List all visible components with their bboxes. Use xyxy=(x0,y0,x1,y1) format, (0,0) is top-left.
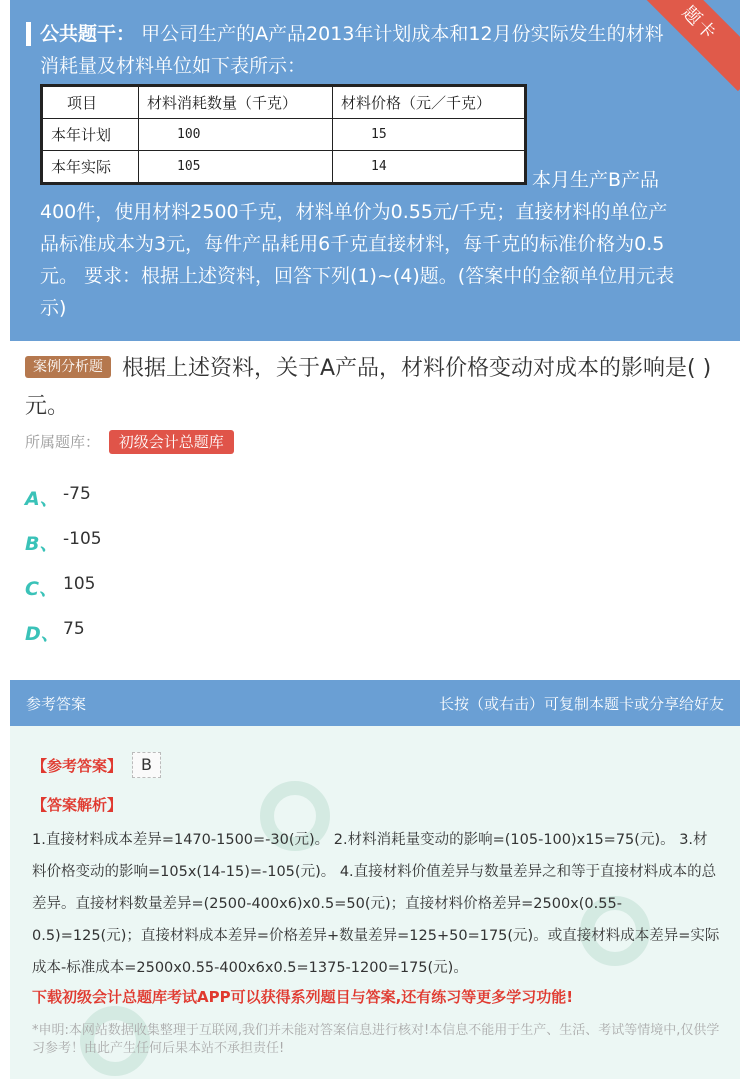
question-bank-row xyxy=(25,430,234,454)
question-block xyxy=(25,350,730,426)
table-header-cell: 材料价格（元／千克） xyxy=(333,87,525,119)
option-text: -105 xyxy=(63,529,102,549)
analysis-text: 1.直接材料成本差异=1470-1500=-30(元)。 2.材料消耗量变动的影响=(105-100)x15=75(元)。 3.材料价格变动的影响=105x(14-15)=-105(元)。 4.直接材料价值差异与数量差异之和等于直接材料成本的总差异。直接材料数量差异=(2500-400x6)x0.5=50(元)；直接材料价格差异=2500x(0.55-0.5)=125(元)；直接材料成本差异=价格差异+数量差异=125+50=175(元)。或直接材料成本差异=实际成本-标准成本=2500x0.55-400x6x0.5=1375-1200=175(元)。 xyxy=(32,832,720,976)
reference-answer-label: 【参考答案】 xyxy=(32,756,123,775)
table-cell: 15 xyxy=(333,119,525,151)
disclaimer-text: *申明:本网站数据收集整理于互联网,我们并未能对答案信息进行核对!本信息不能用于生产、生活、考试等情境中,仅供学习参考！由此产生任何后果本站不承担责任! xyxy=(32,1023,720,1056)
app-download-promo[interactable]: 下载初级会计总题库考试APP可以获得系列题目与答案,还有练习等更多学习功能! xyxy=(32,988,574,1006)
table-row xyxy=(43,119,525,151)
bank-label: 所属题库： xyxy=(25,433,101,451)
share-hint: 长按（或右击）可复制本题卡或分享给好友 xyxy=(438,694,724,713)
table-cell: 14 xyxy=(333,151,525,183)
table-header-cell: 项目 xyxy=(43,87,139,119)
question-card-ribbon: 题卡 xyxy=(632,0,740,91)
option-text: 105 xyxy=(63,574,96,594)
table-header-row xyxy=(43,87,525,119)
analysis-label: 【答案解析】 xyxy=(32,796,123,814)
option-letter: D、 xyxy=(25,623,60,645)
table-cell: 100 xyxy=(139,119,333,151)
option-d[interactable] xyxy=(25,619,102,664)
bank-link[interactable]: 初级会计总题库 xyxy=(109,430,234,454)
option-letter: A、 xyxy=(25,488,59,510)
option-text: 75 xyxy=(63,619,85,639)
stem-intro-text: 甲公司生产的A产品2013年计划成本和12月份实际发生的材料消耗量及材料单位如下表所示： xyxy=(40,23,664,77)
option-letter: C、 xyxy=(25,578,58,600)
option-a[interactable] xyxy=(25,484,102,529)
stem-continuation xyxy=(40,164,680,324)
table-header-cell: 材料消耗数量（千克） xyxy=(139,87,333,119)
option-c[interactable] xyxy=(25,574,102,619)
table-cell: 本年实际 xyxy=(43,151,139,183)
reference-answer-row xyxy=(32,752,161,778)
reference-answer-value: B xyxy=(132,752,161,778)
question-type-tag: 案例分析题 xyxy=(25,356,111,378)
options-list xyxy=(25,484,102,664)
option-b[interactable] xyxy=(25,529,102,574)
question-text: 根据上述资料，关于A产品，材料价格变动对成本的影响是( )元。 xyxy=(25,356,712,419)
table-cell: 105 xyxy=(139,151,333,183)
option-text: -75 xyxy=(63,484,91,504)
stem-intro xyxy=(40,18,665,82)
answer-header-title: 参考答案 xyxy=(26,694,87,713)
answer-body xyxy=(10,726,740,1079)
stem-accent-bar xyxy=(26,22,31,46)
public-stem-card xyxy=(10,0,740,341)
stem-label: 公共题干： xyxy=(40,23,136,45)
answer-header xyxy=(10,680,740,726)
stem-tail-rest: 400件，使用材料2500千克，材料单价为0.55元/千克；直接材料的单位产品标准成本为3元，每件产品耗用6千克直接材料，每千克的标准价格为0.5元。 要求：根据上述资料，回答下列(1)~(4)题。(答案中的金额单位用元表示) xyxy=(40,201,675,319)
stem-tail-first: 本月生产B产品 xyxy=(532,169,660,191)
table-cell: 本年计划 xyxy=(43,119,139,151)
option-letter: B、 xyxy=(25,533,59,555)
